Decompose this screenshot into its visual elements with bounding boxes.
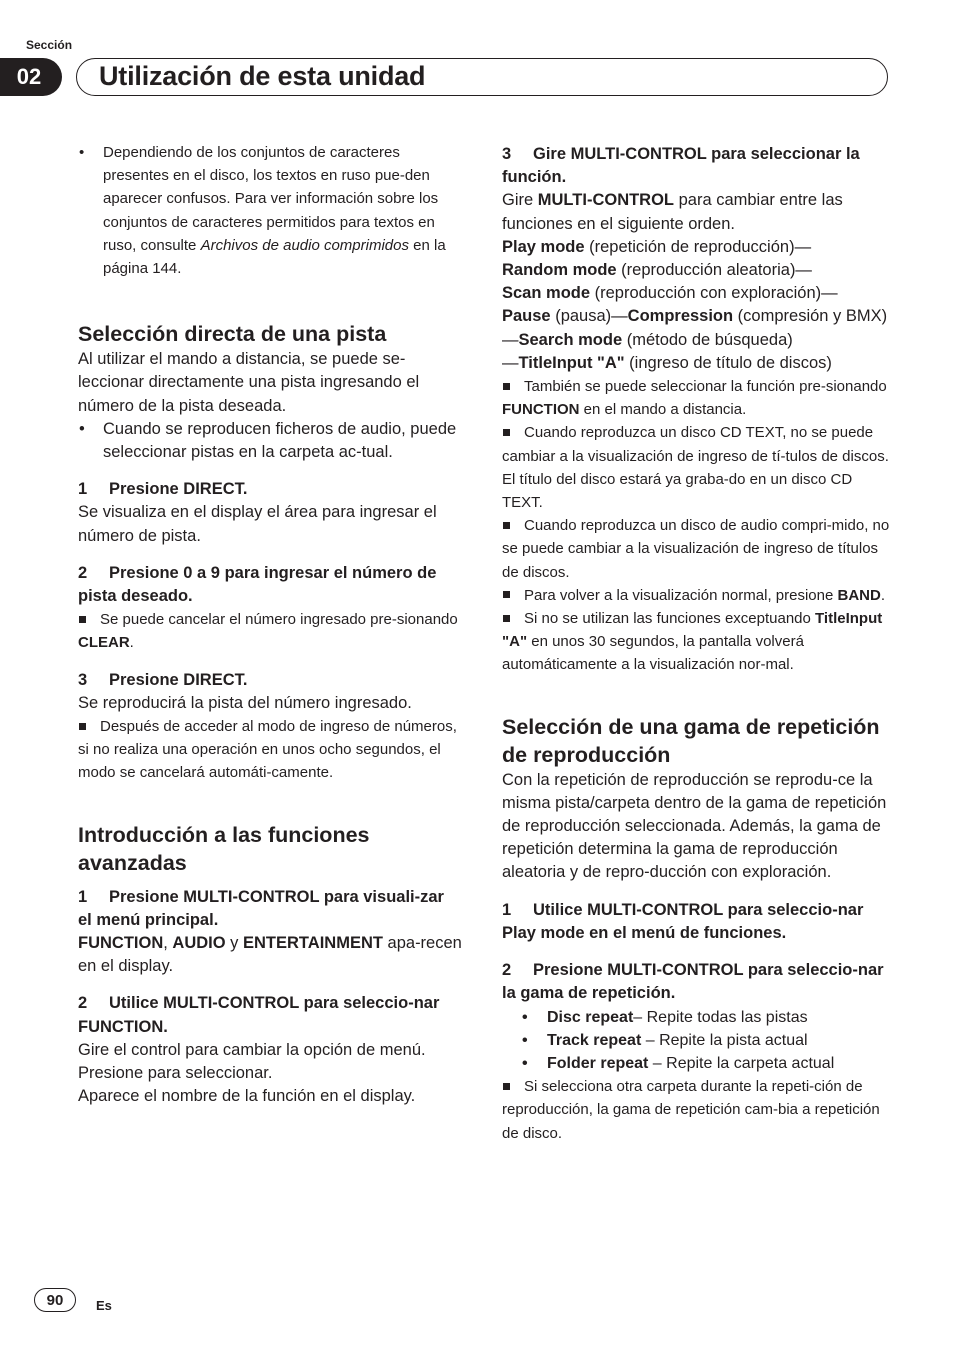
heading-direct-track: Selección directa de una pista <box>78 322 387 347</box>
r-step-3-text: Gire MULTI-CONTROL para cambiar entre las funciones en el siguiente orden. <box>502 191 843 233</box>
r-step-3: 3 Gire MULTI-CONTROL para seleccionar la función. <box>502 145 860 187</box>
rep-step-2: 2 Presione MULTI-CONTROL para seleccio-nar la gama de repetición. <box>502 961 884 1003</box>
adv-step-2: 2 Utilice MULTI-CONTROL para seleccio-nar FUNCTION. <box>78 994 440 1036</box>
step-2: 2 Presione 0 a 9 para ingresar el número de pista deseado. <box>78 563 437 606</box>
heading-repeat-range: Selección de una gama de repetición de reproducción <box>502 714 880 767</box>
note-5: Si no se utilizan las funciones exceptuando TitleInput "A" en unos 30 segundos, la pantalla volverá automáticamente a la visualización nor-mal. <box>502 610 883 674</box>
step-3-text: Se reproducirá la pista del número ingresado. <box>78 693 412 712</box>
section-label: Sección <box>26 38 73 52</box>
chapter-title-bar <box>76 58 888 96</box>
step-1-text: Se visualiza en el display el área para ingresar el número de pista. <box>78 503 437 545</box>
square-bullet-icon <box>503 615 510 622</box>
repeat-range-intro: Con la repetición de reproducción se reprodu-ce la misma pista/carpeta dentro de la gama de repetición de reproducción seleccionada. Además, la gama de repetición determina la gama de reproducción aleatoria y de repro-ducción con exploración. <box>502 770 887 882</box>
direct-track-intro: Al utilizar el mando a distancia, se puede se-leccionar directamente una pista ingresando el número de la pista deseada. <box>78 350 420 415</box>
function-order: Play mode (repetición de reproducción)— Random mode (reproducción aleatoria)— Scan mode (reproducción con exploración)— Pause (pausa)—Compression (compresión y BMX)—Search mode (método de búsqueda) —TitleInput "A" (ingreso de título de discos) <box>502 237 888 372</box>
language-code: Es <box>96 1298 112 1313</box>
step-2-note: Se puede cancelar el número ingresado pre-sionando CLEAR. <box>78 611 458 652</box>
adv-step-1: 1 Presione MULTI-CONTROL para visuali-zar el menú principal. <box>78 887 444 929</box>
note-3: Cuando reproduzca un disco de audio compri-mido, no se puede cambiar a la visualización de ingreso de títulos de discos. <box>502 517 890 581</box>
intro-bullet: • Dependiendo de los conjuntos de caracteres presentes en el disco, los textos en ruso pue-den aparecer confusos. Para ver información sobre los conjuntos de caracteres permitidos para textos en ruso, consulte Archivos de audio comprimidos en la página 144. <box>78 141 462 280</box>
repeat-note: Si selecciona otra carpeta durante la repeti-ción de reproducción, la gama de repetición cam-bia a repetición de disco. <box>502 1078 880 1142</box>
page-number: 90 <box>34 1288 76 1312</box>
step-1: 1 Presione DIRECT. <box>78 480 248 499</box>
step-3: 3 Presione DIRECT. <box>78 670 248 689</box>
square-bullet-icon <box>79 616 86 623</box>
note-2: Cuando reproduzca un disco CD TEXT, no se puede cambiar a la visualización de ingreso de tí-tulos de discos. El título del disco estará ya graba-do en un disco CD TEXT. <box>502 424 889 512</box>
square-bullet-icon <box>503 429 510 436</box>
option-disc-repeat: • Disc repeat– Repite todas las pistas <box>502 1006 892 1029</box>
option-folder-repeat: • Folder repeat – Repite la carpeta actual <box>502 1052 892 1075</box>
square-bullet-icon <box>503 522 510 529</box>
chapter-title: Utilización de esta unidad <box>99 61 426 91</box>
right-column <box>502 141 892 1145</box>
section-number-badge: 02 <box>0 58 62 96</box>
adv-step-2-text-1: Gire el control para cambiar la opción de menú. Presione para seleccionar. <box>78 1040 426 1083</box>
direct-track-bullet: • Cuando se reproducen ficheros de audio, puede seleccionar pistas en la carpeta ac-tual. <box>78 418 462 464</box>
square-bullet-icon <box>503 383 510 390</box>
adv-step-1-text: FUNCTION, AUDIO y ENTERTAINMENT apa-recen en el display. <box>78 934 462 976</box>
left-column <box>78 141 462 1109</box>
square-bullet-icon <box>503 1083 510 1090</box>
note-4: Para volver a la visualización normal, presione BAND. <box>502 584 892 607</box>
rep-step-1: 1 Utilice MULTI-CONTROL para seleccio-nar Play mode en el menú de funciones. <box>502 900 864 942</box>
adv-step-2-text-2: Aparece el nombre de la función en el display. <box>78 1087 416 1106</box>
heading-advanced-functions: Introducción a las funciones avanzadas <box>78 822 370 875</box>
cross-reference: Archivos de audio comprimidos <box>200 236 409 254</box>
square-bullet-icon <box>503 591 510 598</box>
note-1: También se puede seleccionar la función pre-sionando FUNCTION en el mando a distancia. <box>502 378 887 419</box>
square-bullet-icon <box>79 723 86 730</box>
step-3-note: Después de acceder al modo de ingreso de números, si no realiza una operación en unos ocho segundos, el modo se cancelará automáti-camente. <box>78 718 457 782</box>
option-track-repeat: • Track repeat – Repite la pista actual <box>502 1029 892 1052</box>
